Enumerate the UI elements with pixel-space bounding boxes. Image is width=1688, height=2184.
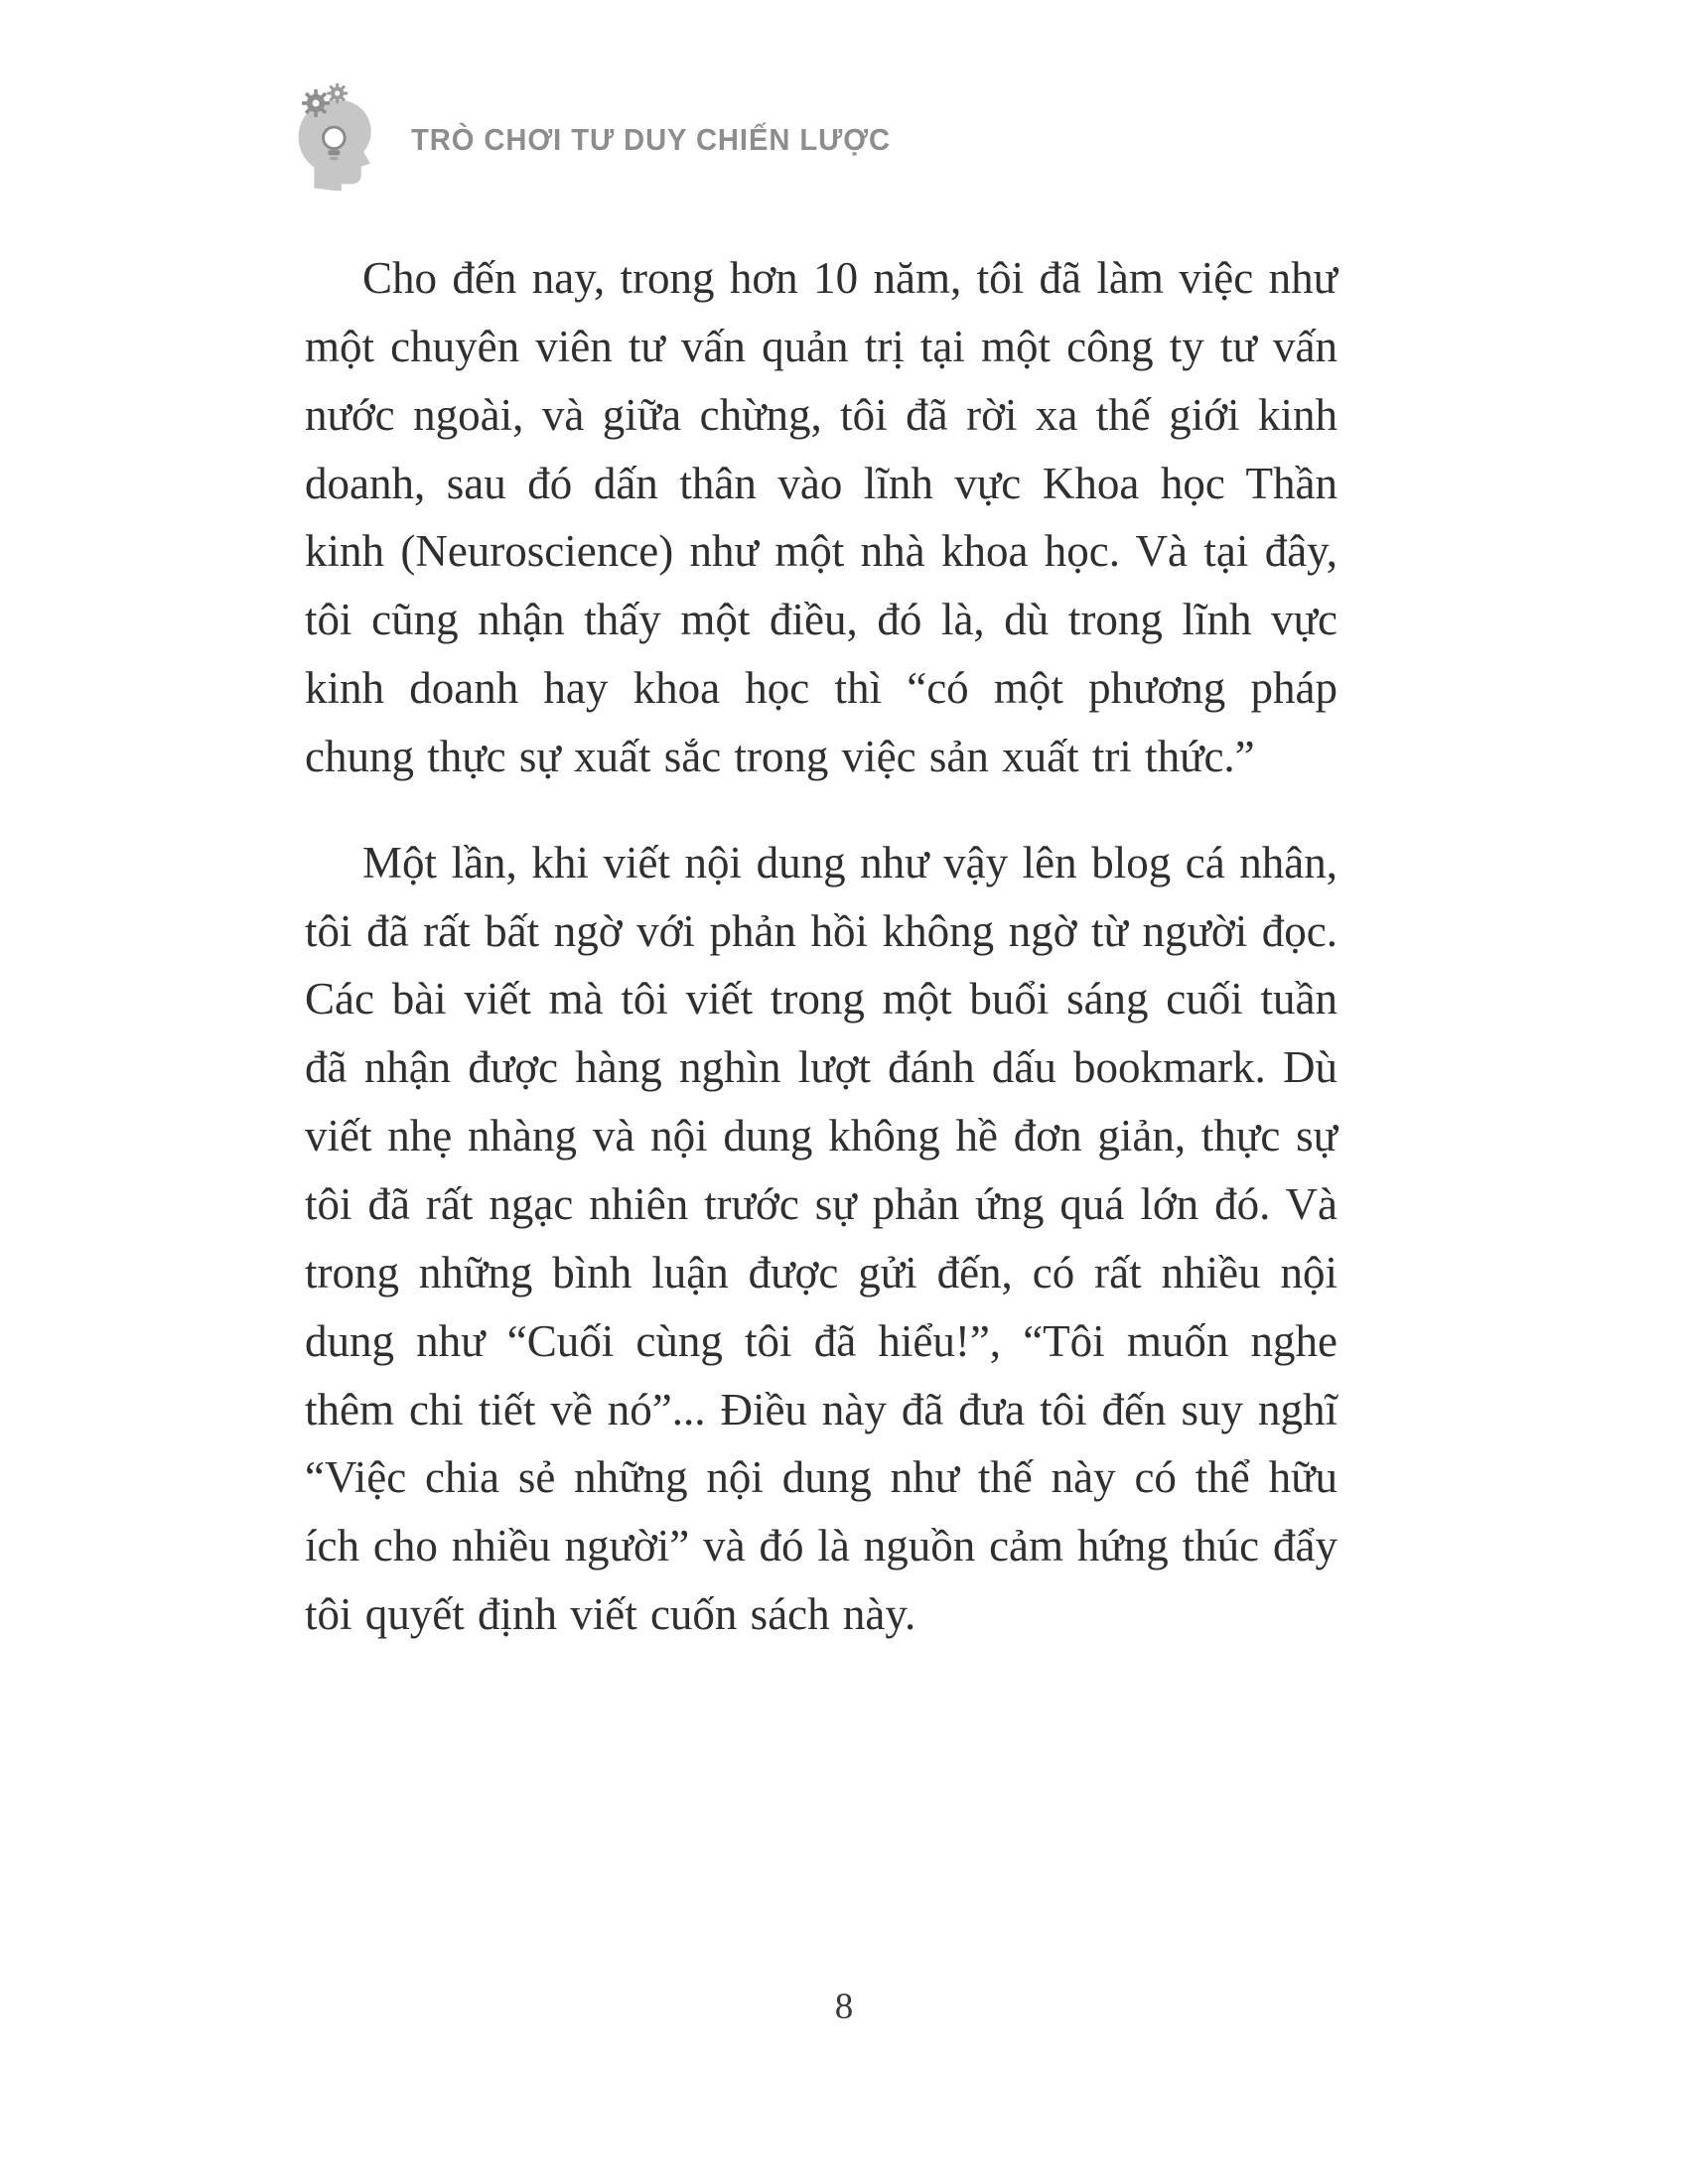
page-number: 8 xyxy=(834,1986,854,2027)
book-title: TRÒ CHƠI TƯ DUY CHIẾN LƯỢC xyxy=(411,122,891,157)
body-paragraph: Một lần, khi viết nội dung như vậy lên blog cá nhân, tôi đã rất bất ngờ với phản hồi không ngờ từ người đọc. Các bài viết mà tôi viết trong một buổi sáng cuối tuần đã nhận được hàng nghìn lượt đánh dấu bookmark. Dù viết nhẹ nhàng và nội dung không hề đơn giản, thực sự tôi đã rất ngạc nhiên trước sự phản ứng quá lớn đó. Và trong những bình luận được gửi đến, có rất nhiều nội dung như “Cuối cùng tôi đã hiểu!”, “Tôi muốn nghe thêm chi tiết về nó”... Điều này đã đưa tôi đến suy nghĩ “Việc chia sẻ những nội dung như thế này có thể hữu ích cho nhiều người” và đó là nguồn cảm hứng thúc đẩy tôi quyết định viết cuốn sách này. xyxy=(305,837,1337,1640)
body-paragraph: Cho đến nay, trong hơn 10 năm, tôi đã làm việc như một chuyên viên tư vấn quản trị tại một công ty tư vấn nước ngoài, và giữa chừng, tôi đã rời xa thế giới kinh doanh, sau đó dấn thân vào lĩnh vực Khoa học Thần kinh (Neuroscience) như một nhà khoa học. Và tại đây, tôi cũng nhận thấy một điều, đó là, dù trong lĩnh vực kinh doanh hay khoa học thì “có một phương pháp chung thực sự xuất sắc trong việc sản xuất tri thức.” xyxy=(305,253,1337,781)
brain-gears-lightbulb-logo-icon xyxy=(286,83,385,191)
page-header xyxy=(286,83,921,191)
page-body xyxy=(305,244,1337,1687)
